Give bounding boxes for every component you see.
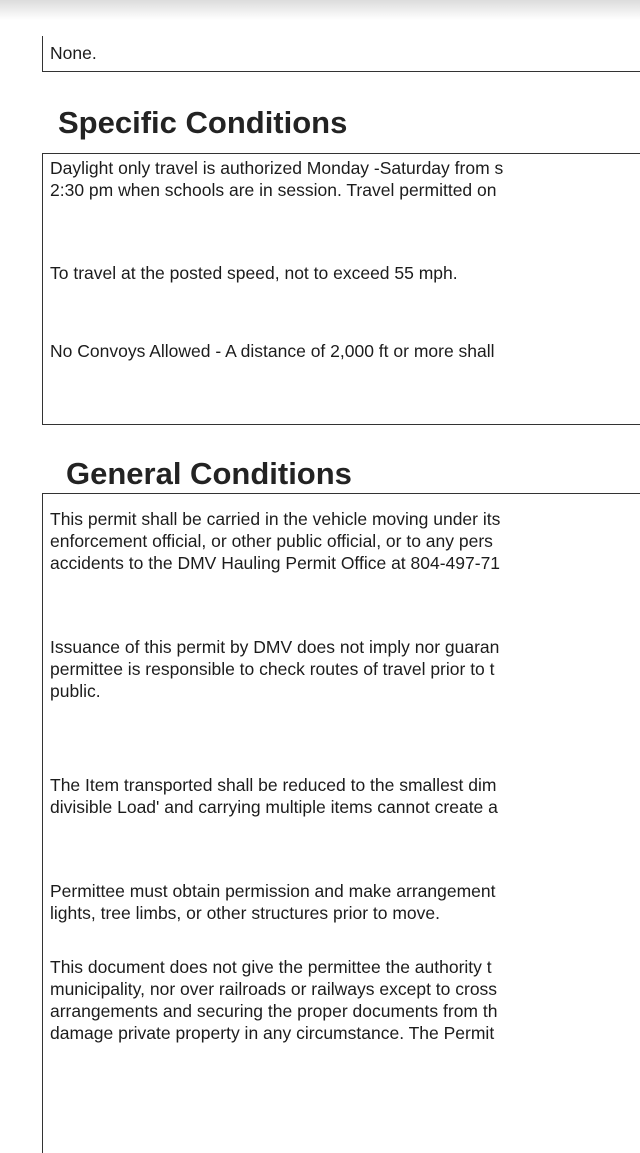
general-condition-smallest-dimension: The Item transported shall be reduced to the smallest dim divisible Load' and carrying multiple items cannot create a — [50, 775, 498, 817]
general-condition-authority: This document does not give the permittee the authority t municipality, nor over railroads or railways except to cross arrangements and securing the proper documents from th damage private property in any circumstance. The Permit — [50, 957, 498, 1043]
none-text: None. — [50, 43, 97, 63]
specific-condition-speed: To travel at the posted speed, not to exceed 55 mph. — [50, 263, 458, 283]
specific-conditions-heading: Specific Conditions — [58, 105, 348, 140]
page-top-shadow — [0, 0, 640, 20]
general-condition-permission: Permittee must obtain permission and make arrangement lights, tree limbs, or other structures prior to move. — [50, 881, 496, 923]
specific-condition-daylight: Daylight only travel is authorized Monday -Saturday from s 2:30 pm when schools are in session. Travel permitted on — [50, 158, 504, 200]
general-condition-issuance: Issuance of this permit by DMV does not imply nor guaran permittee is responsible to check routes of travel prior to t public. — [50, 637, 500, 701]
specific-condition-convoys: No Convoys Allowed - A distance of 2,000 ft or more shall — [50, 341, 495, 361]
general-conditions-heading: General Conditions — [66, 456, 352, 491]
general-condition-carry-permit: This permit shall be carried in the vehicle moving under its enforcement official, or other public official, or to any pers accidents to the DMV Hauling Permit Office at 804-497-71 — [50, 509, 501, 573]
general-conditions-box — [42, 493, 640, 1153]
